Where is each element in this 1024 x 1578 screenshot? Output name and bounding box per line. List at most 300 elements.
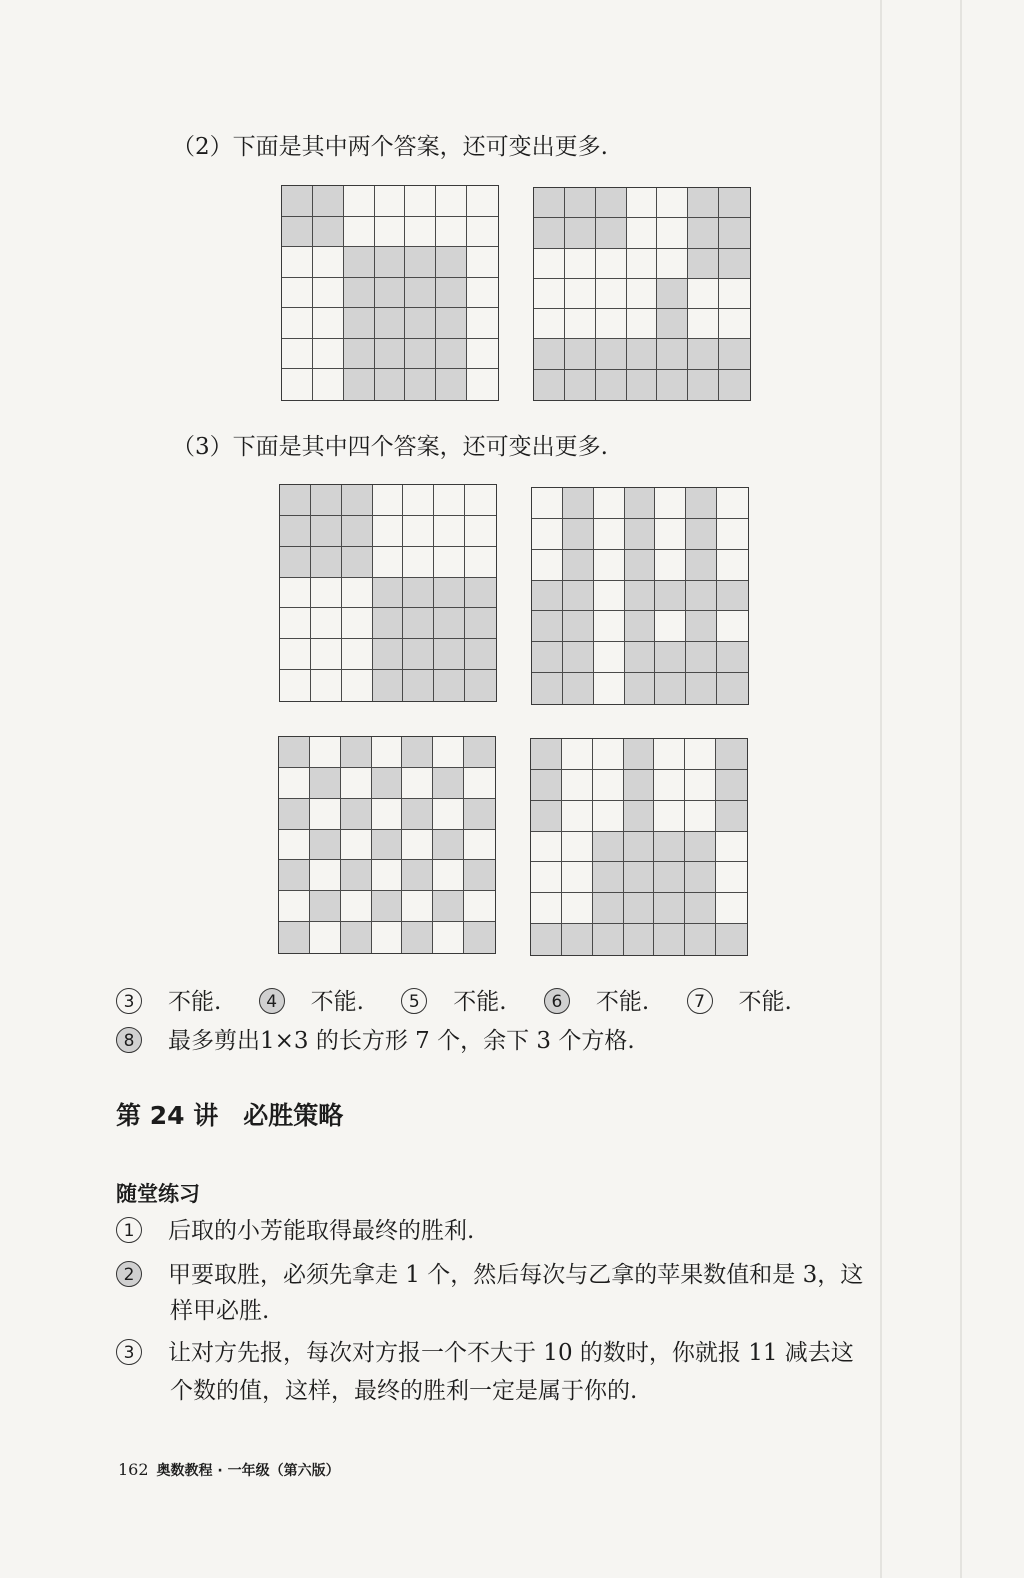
practice-text: 甲要取胜，必须先拿走 1 个，然后每次与乙拿的苹果数值和是 3，这 xyxy=(168,1262,864,1288)
grid-cell xyxy=(311,670,342,701)
grid-cell xyxy=(719,188,750,218)
answer-text: 不能. xyxy=(310,989,364,1015)
grid-cell xyxy=(342,670,373,701)
grid-cell xyxy=(593,893,624,924)
lecture-title: 第 24 讲 必胜策略 xyxy=(116,1101,344,1130)
page-number: 162 xyxy=(118,1460,149,1479)
grid-cell xyxy=(402,799,433,830)
grid-cell xyxy=(654,893,685,924)
grid-cell xyxy=(565,339,596,369)
grid-cell xyxy=(655,581,686,612)
answer-item xyxy=(116,989,251,1015)
grid-cell xyxy=(594,581,625,612)
grid-cell xyxy=(375,369,406,400)
grid-answer-2b xyxy=(533,187,751,401)
grid-cell xyxy=(534,309,565,339)
grid-cell xyxy=(375,278,406,309)
grid-cell xyxy=(565,279,596,309)
grid-cell xyxy=(436,247,467,278)
page-footer xyxy=(118,1460,340,1480)
grid-cell xyxy=(342,578,373,609)
grid-cell xyxy=(403,578,434,609)
grid-cell xyxy=(311,516,342,547)
grid-cell xyxy=(654,739,685,770)
grid-cell xyxy=(719,309,750,339)
grid-cell xyxy=(402,860,433,891)
grid-cell xyxy=(372,830,403,861)
answer-item xyxy=(401,989,536,1015)
grid-cell xyxy=(534,339,565,369)
grid-cell xyxy=(405,339,436,370)
grid-cell xyxy=(313,339,344,370)
grid-cell xyxy=(685,832,716,863)
grid-cell xyxy=(685,770,716,801)
grid-cell xyxy=(627,370,658,400)
grid-cell xyxy=(562,832,593,863)
grid-cell xyxy=(372,891,403,922)
grid-cell xyxy=(433,799,464,830)
practice-heading: 随堂练习 xyxy=(116,1182,200,1206)
grid-cell xyxy=(402,768,433,799)
grid-cell xyxy=(436,217,467,248)
grid-cell xyxy=(467,308,498,339)
grid-cell xyxy=(279,922,310,953)
answer-text: 不能. xyxy=(453,989,507,1015)
grid-cell xyxy=(434,670,465,701)
grid-cell xyxy=(654,832,685,863)
grid-cell xyxy=(596,339,627,369)
grid-cell xyxy=(624,862,655,893)
grid-cell xyxy=(657,339,688,369)
grid-cell xyxy=(716,770,747,801)
grid-cell xyxy=(373,670,404,701)
grid-cell xyxy=(563,488,594,519)
grid-cell xyxy=(341,891,372,922)
grid-cell xyxy=(562,770,593,801)
grid-cell xyxy=(719,339,750,369)
grid-cell xyxy=(688,339,719,369)
answer-number-4: 4 xyxy=(259,988,285,1014)
grid-cell xyxy=(685,862,716,893)
grid-cell xyxy=(436,278,467,309)
grid-cell xyxy=(688,370,719,400)
grid-cell xyxy=(627,188,658,218)
grid-cell xyxy=(688,279,719,309)
answer-item xyxy=(259,989,394,1015)
grid-cell xyxy=(593,862,624,893)
grid-cell xyxy=(465,516,496,547)
answer-number-3: 3 xyxy=(116,988,142,1014)
practice-number-2: 2 xyxy=(116,1261,142,1287)
grid-cell xyxy=(624,801,655,832)
grid-cell xyxy=(372,768,403,799)
grid-cell xyxy=(596,279,627,309)
grid-cell xyxy=(594,488,625,519)
grid-cell xyxy=(342,485,373,516)
grid-cell xyxy=(282,308,313,339)
grid-cell xyxy=(688,309,719,339)
grid-cell xyxy=(310,860,341,891)
grid-cell xyxy=(433,922,464,953)
grid-cell xyxy=(627,339,658,369)
grid-cell xyxy=(627,309,658,339)
grid-cell xyxy=(372,922,403,953)
grid-cell xyxy=(565,188,596,218)
grid-cell xyxy=(403,670,434,701)
grid-cell xyxy=(341,799,372,830)
grid-cell xyxy=(405,186,436,217)
grid-cell xyxy=(341,830,372,861)
practice-item xyxy=(116,1212,474,1245)
grid-cell xyxy=(344,308,375,339)
answer-number-7: 7 xyxy=(687,988,713,1014)
grid-cell xyxy=(405,247,436,278)
grid-cell xyxy=(686,642,717,673)
grid-cell xyxy=(373,516,404,547)
grid-cell xyxy=(433,860,464,891)
grid-cell xyxy=(341,768,372,799)
grid-cell xyxy=(310,922,341,953)
grid-cell xyxy=(596,218,627,248)
grid-cell xyxy=(716,862,747,893)
grid-cell xyxy=(465,547,496,578)
grid-cell xyxy=(717,673,748,704)
grid-cell xyxy=(534,370,565,400)
grid-cell xyxy=(280,608,311,639)
grid-cell xyxy=(624,770,655,801)
grid-cell xyxy=(313,308,344,339)
grid-cell xyxy=(436,339,467,370)
grid-cell xyxy=(625,642,656,673)
grid-cell xyxy=(373,485,404,516)
grid-cell xyxy=(405,217,436,248)
grid-cell xyxy=(372,737,403,768)
grid-cell xyxy=(716,832,747,863)
grid-cell xyxy=(405,278,436,309)
grid-cell xyxy=(625,673,656,704)
grid-cell xyxy=(282,217,313,248)
grid-cell xyxy=(686,673,717,704)
grid-cell xyxy=(562,893,593,924)
grid-cell xyxy=(464,891,495,922)
grid-cell xyxy=(280,670,311,701)
grid-cell xyxy=(342,639,373,670)
grid-cell xyxy=(534,279,565,309)
answer-text: 不能. xyxy=(168,989,222,1015)
grid-cell xyxy=(373,608,404,639)
grid-cell xyxy=(627,218,658,248)
grid-cell xyxy=(375,339,406,370)
grid-cell xyxy=(717,581,748,612)
grid-cell xyxy=(625,488,656,519)
grid-cell xyxy=(467,217,498,248)
grid-cell xyxy=(716,739,747,770)
grid-cell xyxy=(531,801,562,832)
grid-cell xyxy=(433,830,464,861)
answer-number-6: 6 xyxy=(544,988,570,1014)
grid-cell xyxy=(686,581,717,612)
grid-cell xyxy=(434,485,465,516)
grid-cell xyxy=(593,770,624,801)
grid-cell xyxy=(654,801,685,832)
grid-cell xyxy=(532,581,563,612)
grid-cell xyxy=(657,370,688,400)
grid-cell xyxy=(717,488,748,519)
grid-cell xyxy=(373,639,404,670)
grid-cell xyxy=(464,860,495,891)
grid-cell xyxy=(375,308,406,339)
grid-cell xyxy=(593,832,624,863)
grid-cell xyxy=(654,862,685,893)
grid-cell xyxy=(311,578,342,609)
answer-text: 最多剪出1×3 的长方形 7 个，余下 3 个方格. xyxy=(168,1028,635,1054)
grid-cell xyxy=(467,278,498,309)
grid-cell xyxy=(657,188,688,218)
grid-cell xyxy=(594,611,625,642)
grid-cell xyxy=(717,642,748,673)
grid-cell xyxy=(282,369,313,400)
grid-cell xyxy=(434,639,465,670)
grid-cell xyxy=(531,739,562,770)
grid-cell xyxy=(341,737,372,768)
grid-cell xyxy=(342,608,373,639)
grid-cell xyxy=(282,278,313,309)
grid-cell xyxy=(563,581,594,612)
grid-cell xyxy=(310,891,341,922)
grid-cell xyxy=(341,860,372,891)
grid-cell xyxy=(344,339,375,370)
grid-cell xyxy=(310,799,341,830)
grid-cell xyxy=(593,924,624,955)
grid-cell xyxy=(464,737,495,768)
grid-cell xyxy=(532,488,563,519)
grid-cell xyxy=(593,739,624,770)
grid-cell xyxy=(594,642,625,673)
grid-cell xyxy=(405,369,436,400)
practice-number-3: 3 xyxy=(116,1339,142,1365)
grid-cell xyxy=(280,639,311,670)
grid-cell xyxy=(313,247,344,278)
grid-cell xyxy=(342,547,373,578)
answer-item xyxy=(544,989,679,1015)
grid-cell xyxy=(565,218,596,248)
grid-cell xyxy=(625,519,656,550)
grid-cell xyxy=(625,581,656,612)
grid-cell xyxy=(565,309,596,339)
grid-cell xyxy=(433,737,464,768)
grid-answer-2a xyxy=(281,185,499,401)
grid-cell xyxy=(717,550,748,581)
grid-cell xyxy=(686,550,717,581)
grid-cell xyxy=(685,924,716,955)
grid-cell xyxy=(313,186,344,217)
grid-cell xyxy=(434,578,465,609)
grid-cell xyxy=(373,578,404,609)
grid-cell xyxy=(436,369,467,400)
grid-cell xyxy=(434,608,465,639)
grid-cell xyxy=(531,893,562,924)
grid-cell xyxy=(562,801,593,832)
grid-cell xyxy=(532,673,563,704)
grid-cell xyxy=(402,737,433,768)
grid-cell xyxy=(716,893,747,924)
grid-cell xyxy=(465,485,496,516)
grid-cell xyxy=(436,186,467,217)
grid-cell xyxy=(282,186,313,217)
grid-cell xyxy=(342,516,373,547)
grid-cell xyxy=(375,247,406,278)
grid-cell xyxy=(624,739,655,770)
grid-cell xyxy=(655,642,686,673)
grid-cell xyxy=(311,639,342,670)
grid-cell xyxy=(686,488,717,519)
grid-cell xyxy=(562,862,593,893)
section2-caption: （2）下面是其中两个答案，还可变出更多. xyxy=(172,134,608,160)
grid-cell xyxy=(657,279,688,309)
grid-cell xyxy=(467,186,498,217)
grid-cell xyxy=(280,578,311,609)
grid-answer-3b xyxy=(531,487,749,705)
page-edge-line xyxy=(960,0,962,1578)
answer-number-8: 8 xyxy=(116,1027,142,1053)
grid-cell xyxy=(685,893,716,924)
grid-cell xyxy=(531,832,562,863)
grid-cell xyxy=(313,369,344,400)
grid-cell xyxy=(627,279,658,309)
grid-cell xyxy=(596,188,627,218)
grid-cell xyxy=(405,308,436,339)
grid-cell xyxy=(562,739,593,770)
grid-answer-3c xyxy=(278,736,496,954)
grid-cell xyxy=(531,924,562,955)
grid-cell xyxy=(280,516,311,547)
grid-cell xyxy=(686,519,717,550)
grid-cell xyxy=(403,485,434,516)
grid-cell xyxy=(531,770,562,801)
grid-cell xyxy=(654,924,685,955)
grid-cell xyxy=(282,339,313,370)
grid-cell xyxy=(403,547,434,578)
section3-caption: （3）下面是其中四个答案，还可变出更多. xyxy=(172,434,608,460)
grid-cell xyxy=(434,516,465,547)
grid-cell xyxy=(402,922,433,953)
grid-cell xyxy=(719,249,750,279)
grid-cell xyxy=(624,893,655,924)
grid-cell xyxy=(280,485,311,516)
grid-cell xyxy=(716,801,747,832)
grid-cell xyxy=(344,247,375,278)
grid-cell xyxy=(344,186,375,217)
grid-cell xyxy=(596,309,627,339)
grid-cell xyxy=(594,519,625,550)
grid-cell xyxy=(465,670,496,701)
grid-cell xyxy=(563,673,594,704)
page-edge-line xyxy=(880,0,882,1578)
grid-cell xyxy=(279,737,310,768)
grid-cell xyxy=(563,519,594,550)
grid-cell xyxy=(624,924,655,955)
grid-cell xyxy=(311,547,342,578)
practice-item xyxy=(116,1256,863,1289)
grid-cell xyxy=(467,369,498,400)
grid-cell xyxy=(717,611,748,642)
grid-cell xyxy=(565,249,596,279)
grid-cell xyxy=(593,801,624,832)
grid-cell xyxy=(655,673,686,704)
answer-number-5: 5 xyxy=(401,988,427,1014)
grid-cell xyxy=(465,639,496,670)
grid-cell xyxy=(279,830,310,861)
grid-cell xyxy=(310,768,341,799)
grid-cell xyxy=(534,188,565,218)
grid-cell xyxy=(344,217,375,248)
grid-cell xyxy=(344,369,375,400)
grid-cell xyxy=(534,249,565,279)
grid-cell xyxy=(434,547,465,578)
grid-cell xyxy=(279,891,310,922)
grid-cell xyxy=(279,799,310,830)
grid-cell xyxy=(719,218,750,248)
grid-cell xyxy=(657,249,688,279)
answer-text: 不能. xyxy=(738,989,792,1015)
grid-cell xyxy=(341,922,372,953)
grid-cell xyxy=(532,611,563,642)
grid-cell xyxy=(310,830,341,861)
grid-cell xyxy=(311,608,342,639)
grid-cell xyxy=(654,770,685,801)
grid-cell xyxy=(279,768,310,799)
answer-8 xyxy=(116,1022,635,1055)
grid-cell xyxy=(624,832,655,863)
grid-cell xyxy=(594,673,625,704)
grid-answer-3a xyxy=(279,484,497,702)
grid-cell xyxy=(464,799,495,830)
grid-cell xyxy=(625,611,656,642)
grid-cell xyxy=(532,519,563,550)
grid-cell xyxy=(375,217,406,248)
grid-cell xyxy=(562,924,593,955)
grid-cell xyxy=(313,217,344,248)
grid-cell xyxy=(279,860,310,891)
grid-cell xyxy=(531,862,562,893)
grid-cell xyxy=(686,611,717,642)
grid-cell xyxy=(433,768,464,799)
practice-text-continued: 个数的值，这样，最终的胜利一定是属于你的. xyxy=(170,1378,638,1404)
grid-cell xyxy=(563,550,594,581)
grid-cell xyxy=(563,642,594,673)
grid-cell xyxy=(688,188,719,218)
grid-cell xyxy=(685,739,716,770)
practice-item xyxy=(116,1334,854,1367)
grid-answer-3d xyxy=(530,738,748,956)
practice-text: 后取的小芳能取得最终的胜利. xyxy=(168,1218,475,1244)
book-title: 奥数教程 · 一年级（第六版） xyxy=(156,1463,340,1479)
grid-cell xyxy=(433,891,464,922)
grid-cell xyxy=(467,247,498,278)
grid-cell xyxy=(596,370,627,400)
grid-cell xyxy=(655,550,686,581)
grid-cell xyxy=(344,278,375,309)
grid-cell xyxy=(716,924,747,955)
grid-cell xyxy=(688,218,719,248)
grid-cell xyxy=(464,830,495,861)
grid-cell xyxy=(402,830,433,861)
grid-cell xyxy=(717,519,748,550)
grid-cell xyxy=(403,639,434,670)
grid-cell xyxy=(465,608,496,639)
grid-cell xyxy=(280,547,311,578)
grid-cell xyxy=(532,550,563,581)
